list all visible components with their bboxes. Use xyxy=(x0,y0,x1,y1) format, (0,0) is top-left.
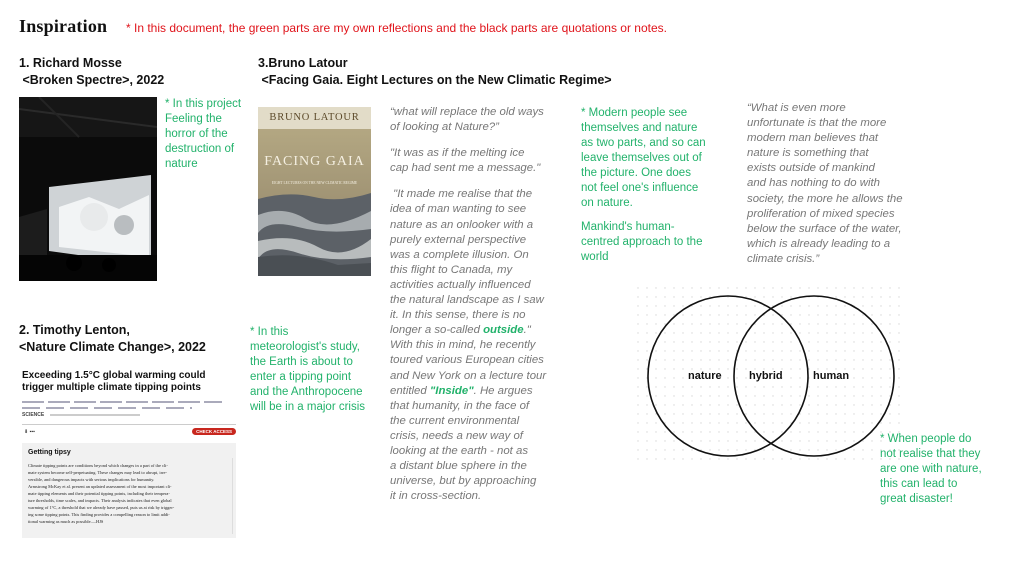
divider xyxy=(232,458,233,534)
download-icon[interactable]: ⬇ ▪▪▪ xyxy=(24,429,35,435)
modern-people-reflection: * Modern people see themselves and nature as two parts, and so can leave themselves out of the picture. One does not feel one's influence on nature. Mankind's human- centred approach to the world xyxy=(581,107,706,263)
box-text: Climate tipping points are conditions beyond which changes in a part of the cli- mate system become self-perpetuating. These changes may lead to abrupt, irre- versible, and dangerous impacts with serious implications for humanity. Armstrong McKay et al. present an updated assessment of the most important cli- mate tipping elements and their potential tipping points, including their tempera- ture thresholds, time scales, and impacts. Their analysis indicates that even global warming of 1°C, a threshold that we already have passed, puts us at risk by trigger- ing some tipping points. This finding provides a compelling reason to limit addi- tional warming as much as possible.—HJS xyxy=(28,463,175,524)
book-author: BRUNO LATOUR xyxy=(269,112,360,123)
venn-label-hybrid: hybrid xyxy=(749,370,783,382)
broken-spectre-photo xyxy=(19,97,157,281)
page-title: Inspiration xyxy=(19,16,108,36)
disaster-reflection: * When people do not realise that they are one with nature, this can lead to great disaster! xyxy=(880,433,982,505)
facing-gaia-book-cover xyxy=(258,107,371,276)
article-toolbar xyxy=(22,427,236,439)
venn-diagram xyxy=(636,286,906,466)
getting-tipsy-box: Getting tipsy Climate tipping points are conditions beyond which changes in a part of the cli- mate system become self-perpetuating. These changes may lead to abrupt, irre- versible, and dangerous impacts with serious implications for humanity. Armstrong McKay et al. present an updated assessment of the most important cli- mate tipping elements and their potential tipping points, including their tempera- ture thresholds, time scales, and impacts. Their analysis indicates that even global warming of 1°C, a threshold that we already have passed, puts us at risk by trigger- ing some tipping points. This finding provides a compelling reason to limit addi- tional warming as much as possible.—HJS xyxy=(22,443,236,538)
article-meta: SCIENCE xyxy=(22,412,236,422)
color-legend-note: * In this document, the green parts are my own reflections and the black parts are quotations or notes. xyxy=(126,21,667,35)
book-cover-art xyxy=(258,107,371,276)
book-title: FACING GAIA xyxy=(264,154,365,169)
check-access-button[interactable]: CHECK ACCESS xyxy=(192,428,236,435)
latour-quote-right: “What is even more unfortunate is that the more modern man believes that nature is something that exists outside of mankind and has nothing to do with society, the more he allows the proliferation of mixed species below the surface of the water, which is already leading to a climate crisis.” xyxy=(747,102,903,265)
latour-heading: 3.Bruno Latour <Facing Gaia. Eight Lectures on the New Climatic Regime> xyxy=(258,56,612,87)
mosse-heading: 1. Richard Mosse <Broken Spectre>, 2022 xyxy=(19,56,165,87)
venn-label-nature: nature xyxy=(688,370,722,382)
inside-highlight: "Inside" xyxy=(429,384,474,397)
lenton-heading: 2. Timothy Lenton, <Nature Climate Change>, 2022 xyxy=(19,323,206,354)
outside-highlight: outside xyxy=(483,324,524,337)
article-title: Exceeding 1.5°C global warming could trigger multiple climate tipping points xyxy=(22,370,206,393)
book-subtitle: EIGHT LECTURES ON THE NEW CLIMATIC REGIME xyxy=(271,181,358,185)
venn-label-human: human xyxy=(813,370,850,382)
science-article-screenshot xyxy=(22,370,236,538)
latour-quotes: “what will replace the old ways of looking at Nature?” "It was as if the melting ice cap had sent me a message." "It made me realise that the idea of man wanting to see nature as an onlooker with a purely external perspective was a complete illusion. On this flight to Canada, my activities actually influenced the natural landscape as I saw it. In this sense, there is no longer a so-called outside." With this in mind, he recently toured various European cities and New York on a lecture tour entitled "Inside". He argues that humanity, in the face of the current environmental crisis, needs a new way of looking at the earth - not as a distant blue sphere in the universe, but by approaching it in cross-section. xyxy=(390,106,547,503)
lenton-reflection: * In this meteorologist's study, the Earth is about to enter a tipping point and the Anthropocene will be in a major crisis xyxy=(250,326,366,413)
exhibition-image xyxy=(19,97,157,281)
article-authors xyxy=(22,398,236,410)
mosse-reflection: * In this project Feeling the horror of the destruction of nature xyxy=(165,98,242,170)
